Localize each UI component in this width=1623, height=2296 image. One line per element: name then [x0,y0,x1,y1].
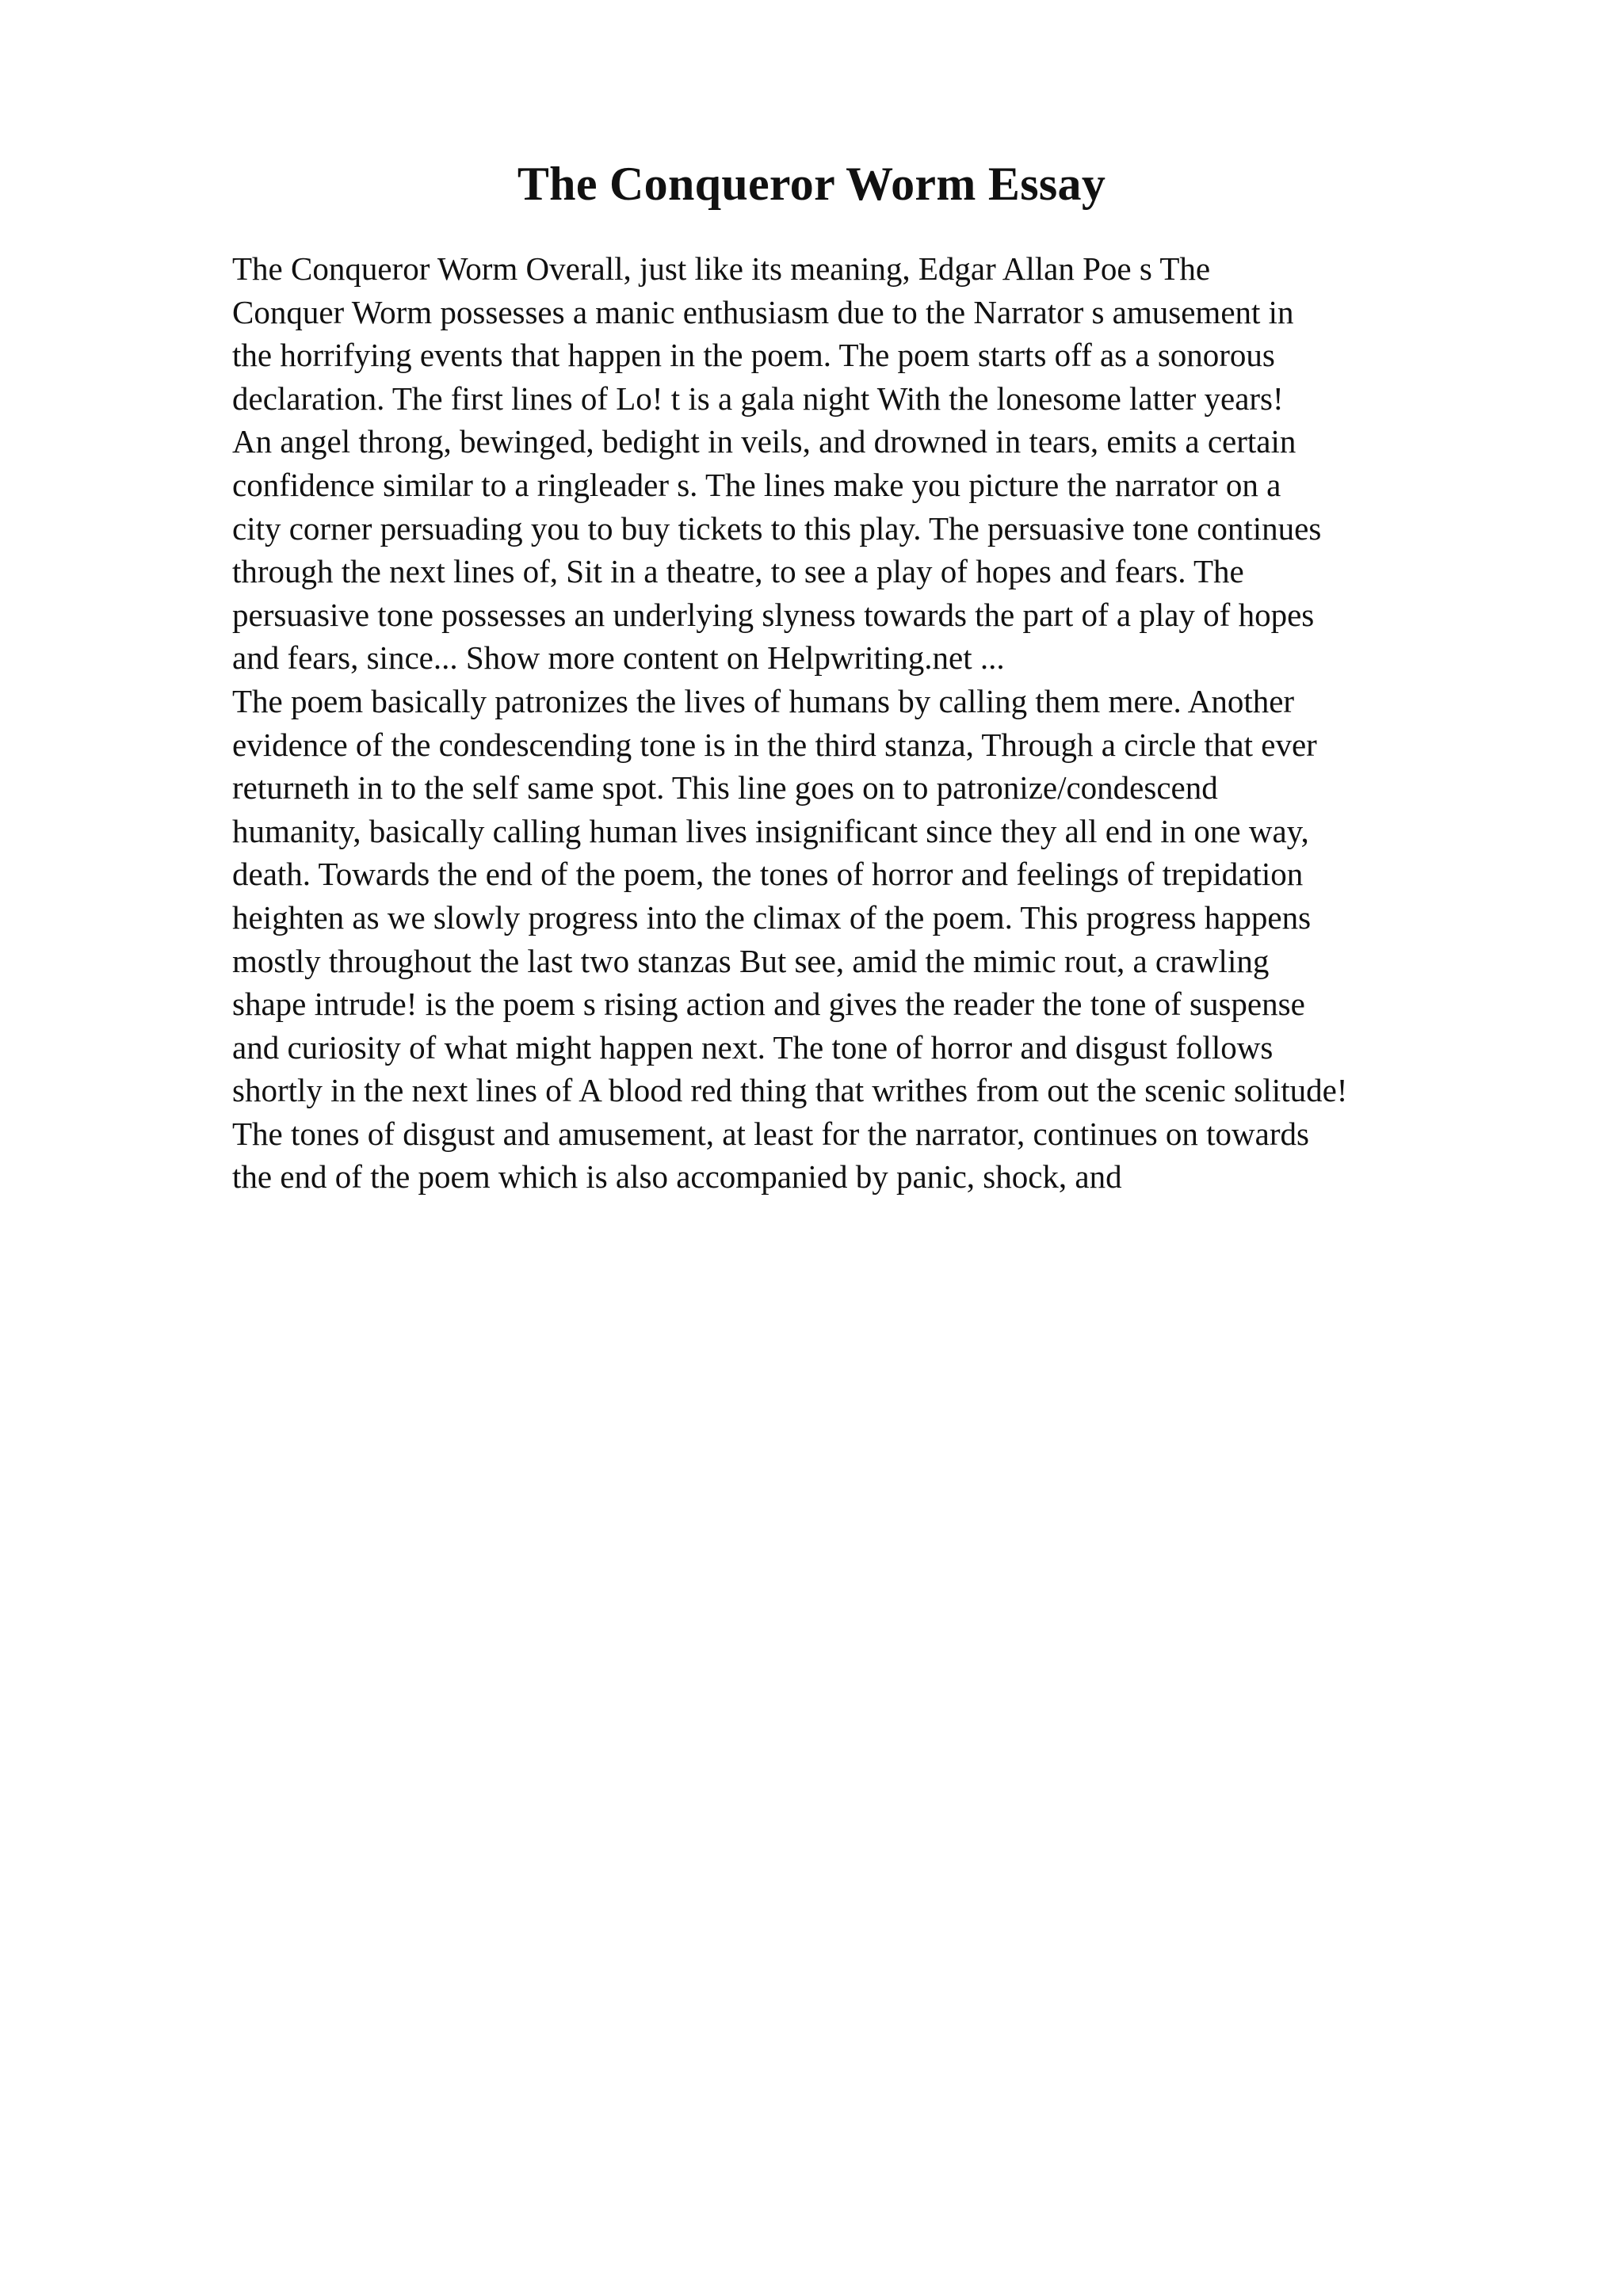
text-line: the horrifying events that happen in the poem. The poem starts off as a sonorous [232,337,1275,374]
text-line: city corner persuading you to buy tickets to this play. The persuasive tone continues [232,509,1322,547]
text-line: The poem basically patronizes the lives of humans by calling them mere. Another [232,682,1295,719]
essay-body [232,247,1347,1199]
document-title: The Conqueror Worm Essay [517,158,1106,210]
text-line: shape intrude! is the poem s rising action and gives the reader the tone of suspense [232,986,1305,1023]
text-line: death. Towards the end of the poem, the tones of horror and feelings of trepidation [232,856,1304,893]
text-line: mostly throughout the last two stanzas But see, amid the mimic rout, a crawling [232,942,1270,979]
text-line: An angel throng, bewinged, bedight in veils, and drowned in tears, emits a certain [232,423,1296,460]
text-line: humanity, basically calling human lives insignificant since they all end in one way, [232,812,1309,849]
text-line: declaration. The first lines of Lo! t is a gala night With the lonesome latter years! [232,379,1284,417]
text-line: persuasive tone possesses an underlying slyness towards the part of a play of hopes [232,596,1315,633]
text-line: The tones of disgust and amusement, at least for the narrator, continues on towards [232,1115,1309,1152]
text-line: and curiosity of what might happen next. The tone of horror and disgust follows [232,1028,1274,1066]
text-line: confidence similar to a ringleader s. The lines make you picture the narrator on a [232,466,1281,503]
text-line: returneth in to the self same spot. This line goes on to patronize/condescend [232,769,1218,807]
text-line: and fears, since... Show more content on Helpwriting.net ... [232,639,1005,677]
text-line: Conquer Worm possesses a manic enthusiasm due to the Narrator s amusement in [232,293,1294,330]
text-line: The Conqueror Worm Overall, just like its meaning, Edgar Allan Poe s The [232,250,1211,287]
text-line: shortly in the next lines of A blood red thing that writhes from out the scenic solitude! [232,1072,1348,1109]
text-line: through the next lines of, Sit in a theatre, to see a play of hopes and fears. The [232,553,1244,590]
text-line: the end of the poem which is also accompanied by panic, shock, and [232,1158,1122,1196]
text-line: evidence of the condescending tone is in the third stanza, Through a circle that ever [232,726,1317,763]
text-line: heighten as we slowly progress into the climax of the poem. This progress happens [232,898,1312,936]
